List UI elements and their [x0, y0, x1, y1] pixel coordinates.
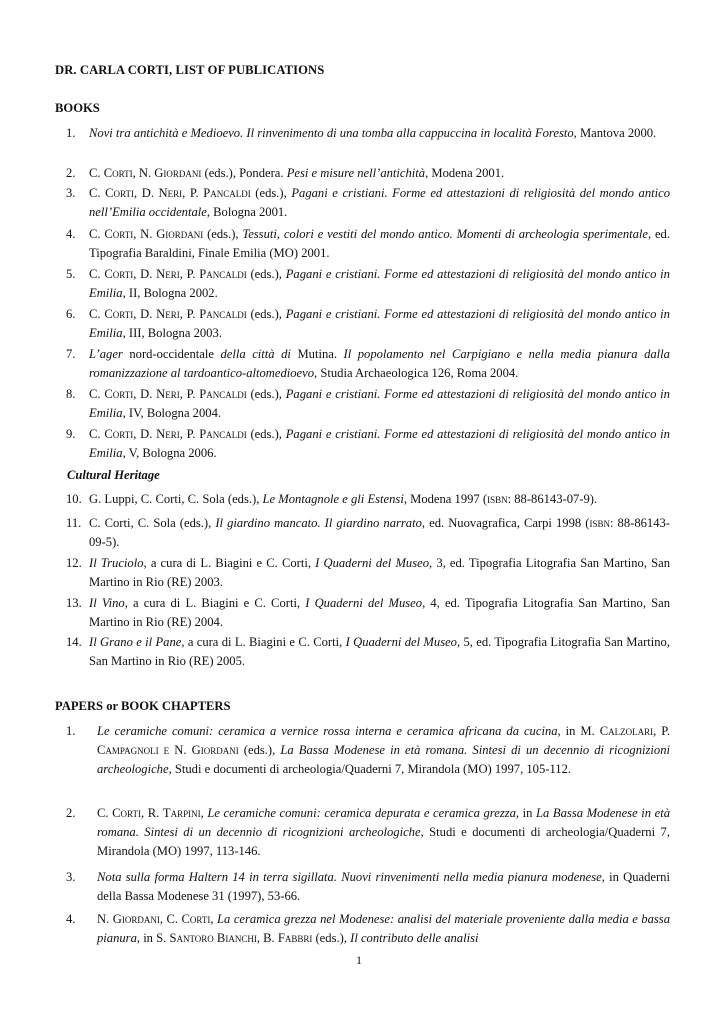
text-run: , IV, Bologna 2004. [122, 406, 222, 420]
text-run: , P. [179, 267, 200, 281]
item-text [97, 910, 670, 948]
item-number: 14. [66, 635, 82, 649]
italic-run: Le Montagnole e gli Estensi [262, 492, 404, 506]
item-text [89, 554, 670, 592]
text-run: , II, Bologna 2002. [122, 286, 218, 300]
author-name: Giordani [156, 227, 204, 241]
item-text [89, 184, 670, 222]
author-name: Corti [105, 186, 134, 200]
text-run: (eds.), Pondera. [201, 166, 287, 180]
italic-run: Le ceramiche comuni: ceramica a vernice rossa interna e ceramica africana da cucina [97, 724, 558, 738]
text-run: , P. [182, 186, 204, 200]
italic-run: I Quaderni del Museo [315, 556, 430, 570]
text-run: , [200, 806, 208, 820]
italic-run: Tessuti, colori e vestiti del mondo antico. Momenti di archeologia sperimentale [242, 227, 648, 241]
text-run: C. [97, 806, 113, 820]
italic-run: Il popolamento nel Carpigiano e nella media pianura dalla romanizzazione al tardoantico-altomedioevo [89, 347, 670, 380]
item-number: 3. [66, 186, 76, 200]
italic-run: I Quaderni del Museo [345, 635, 457, 649]
text-run: , Modena 2001. [425, 166, 505, 180]
text-run: (eds.), [246, 387, 286, 401]
text-run: , V, Bologna 2006. [122, 446, 217, 460]
item-text [89, 594, 670, 632]
item-text [97, 868, 670, 906]
item-number: 12. [66, 556, 82, 570]
italic-run: Il giardino mancato. Il giardino narrato [215, 516, 422, 530]
item-number: 1. [66, 724, 76, 738]
text-run: , P. [179, 427, 200, 441]
text-run: N. [169, 743, 192, 757]
text-run: , N. [133, 227, 157, 241]
text-run: (eds.), [238, 743, 281, 757]
author-name: Corti [104, 227, 134, 241]
italic-run: Novi tra antichità e Medioevo. Il rinvenimento di una tomba alla cappuccina in località Foresto [89, 126, 574, 140]
author-name: Pancaldi [199, 387, 247, 401]
text-run: Mutina. [290, 347, 344, 361]
italic-run: Pagani e cristiani. Forme ed attestazioni di religiosità del mondo antico in Emilia [89, 267, 670, 300]
text-run: , Bologna 2001. [206, 205, 288, 219]
item-number: 2. [66, 806, 76, 820]
item-number: 10. [66, 492, 82, 506]
text-run: C. [89, 307, 105, 321]
text-run: C. [89, 186, 106, 200]
text-run: , Mantova 2000. [573, 126, 657, 140]
text-run: C. [89, 427, 105, 441]
text-run: C. Corti, C. Sola (eds.), [89, 516, 216, 530]
text-run: , [210, 912, 218, 926]
text-run: , D. [134, 186, 159, 200]
item-text [89, 265, 670, 303]
text-run: , ed. Nuovagrafica, Carpi 1998 ( [421, 516, 590, 530]
text-run: : 88-86143-09-5). [89, 516, 670, 549]
author-name: Giordani [191, 743, 239, 757]
text-run: , a cura di L. Biagini e C. Corti, [181, 635, 346, 649]
author-name: Neri [156, 427, 180, 441]
item-number: 4. [66, 227, 76, 241]
text-run: C. [89, 387, 105, 401]
item-number: 1. [66, 126, 76, 140]
italic-run: Il Vino [89, 596, 125, 610]
item-text [89, 490, 670, 509]
author-name: Tarpini [162, 806, 201, 820]
item-number: 11. [66, 516, 82, 530]
italic-run: Il Truciolo [89, 556, 144, 570]
text-run: (eds.), [312, 931, 351, 945]
italic-run: La Bassa Modenese in età romana. Sintesi di un decennio di ricognizioni archeologiche [97, 743, 670, 776]
italic-run: Pagani e cristiani. Forme ed attestazioni di religiosità del mondo antico in Emilia [89, 307, 670, 340]
subsection-heading-cultural-heritage: Cultural Heritage [67, 468, 160, 482]
item-number: 8. [66, 387, 76, 401]
item-number: 7. [66, 347, 76, 361]
item-text [89, 345, 670, 383]
author-name: Corti [104, 307, 134, 321]
italic-run: Nota sulla forma Haltern 14 in terra sigillata. Nuovi rinvenimenti nella media pianura modenese [97, 870, 602, 884]
italic-run: Pesi e misure nell’antichità [286, 166, 426, 180]
author-name: Neri [156, 267, 180, 281]
item-text [89, 225, 670, 263]
author-name: Corti [103, 166, 133, 180]
item-number: 4. [66, 912, 76, 926]
text-run: , ed. Tipografia Baraldini, Finale Emilia (MO) 2001. [89, 227, 670, 260]
author-name: Pancaldi [203, 186, 251, 200]
text-run: , D. [133, 427, 157, 441]
section-heading-books: BOOKS [55, 101, 100, 115]
italic-run: Il Grano e il Pane [89, 635, 182, 649]
text-run: , Modena 1997 ( [403, 492, 488, 506]
item-number: 9. [66, 427, 76, 441]
italic-run: della città di [220, 347, 291, 361]
text-run: , Studi e documenti di archeologia/Quaderni 7, Mirandola (MO) 1997, 113-146. [97, 825, 670, 858]
italic-run: Pagani e cristiani. Forme ed attestazioni di religiosità del mondo antico in Emilia [89, 427, 670, 460]
text-run: , in [515, 806, 537, 820]
text-run: , a cura di L. Biagini e C. Corti, [124, 596, 306, 610]
item-text [89, 164, 670, 183]
italic-run: La Bassa Modenese in età romana. Sintesi di un decennio di ricognizioni archeologiche [97, 806, 671, 839]
author-name: isbn [487, 492, 508, 506]
item-text [89, 514, 670, 552]
item-text [97, 722, 670, 779]
text-run: , Studi e documenti di archeologia/Quaderni 7, Mirandola (MO) 1997, 105-112. [168, 762, 572, 776]
item-text [89, 305, 670, 343]
author-name: Neri [158, 186, 183, 200]
item-number: 2. [66, 166, 76, 180]
item-number: 13. [66, 596, 82, 610]
text-run: , P. [179, 387, 200, 401]
item-text [89, 633, 670, 671]
text-run: (eds.), [203, 227, 243, 241]
text-run: C. [89, 227, 105, 241]
text-run: , in M. [557, 724, 600, 738]
text-run: , D. [133, 387, 157, 401]
document-title: DR. CARLA CORTI, LIST OF PUBLICATIONS [55, 63, 325, 77]
author-name: Corti [104, 387, 134, 401]
item-text [89, 385, 670, 423]
author-name: Corti [181, 912, 211, 926]
italic-run: La ceramica grezza nel Modenese: analisi del materiale proveniente dalla media e bassa pianura [97, 912, 670, 945]
italic-run: Pagani e cristiani. Forme ed attestazioni di religiosità del mondo antico in Emilia [89, 387, 670, 420]
author-name: Pancaldi [199, 427, 247, 441]
text-run: , III, Bologna 2003. [122, 326, 222, 340]
author-name: isbn [589, 516, 610, 530]
text-run: N. [97, 912, 113, 926]
text-run: (eds.), [246, 307, 286, 321]
italic-run: L’ager [89, 347, 123, 361]
author-name: Pancaldi [199, 267, 247, 281]
text-run: , N. [132, 166, 155, 180]
text-run: , in S. [136, 931, 170, 945]
text-run: (eds.), [246, 427, 286, 441]
text-run: , a cura di L. Biagini e C. Corti, [143, 556, 316, 570]
item-number: 5. [66, 267, 76, 281]
text-run: , C. [159, 912, 182, 926]
text-run: , R. [141, 806, 163, 820]
author-name: Santoro Bianchi [169, 931, 257, 945]
item-text [89, 425, 670, 463]
text-run: , in Quaderni della Bassa Modenese 31 (1997), 53-66. [97, 870, 670, 903]
author-name: Neri [156, 307, 180, 321]
author-name: Giordani [112, 912, 160, 926]
text-run: (eds.), [250, 186, 292, 200]
text-run: , D. [133, 267, 157, 281]
italic-run: Pagani e cristiani. Forme ed attestazioni di religiosità del mondo antico nell’Emilia occidentale [89, 186, 670, 219]
text-run: C. [89, 166, 104, 180]
item-number: 3. [66, 870, 76, 884]
text-run: , 3, ed. Tipografia Litografia San Martino, San Martino in Rio (RE) 2003. [89, 556, 671, 589]
text-run: (eds.), [246, 267, 286, 281]
author-name: Calzolari [599, 724, 654, 738]
author-name: Campagnoli e [97, 743, 170, 757]
text-run: , 5, ed. Tipografia Litografia San Martino, San Martino in Rio (RE) 2005. [89, 635, 671, 668]
section-heading-papers: PAPERS or BOOK CHAPTERS [55, 699, 231, 713]
item-text [97, 804, 670, 861]
text-run: , 4, ed. Tipografia Litografia San Martino, San Martino in Rio (RE) 2004. [89, 596, 671, 629]
text-run: : 88-86143-07-9). [507, 492, 598, 506]
text-run: nord-occidentale [122, 347, 221, 361]
text-run: G. Luppi, C. Corti, C. Sola (eds.), [89, 492, 263, 506]
author-name: Corti [104, 267, 134, 281]
text-run: , D. [133, 307, 157, 321]
author-name: Corti [104, 427, 134, 441]
author-name: Pancaldi [199, 307, 247, 321]
page-number: 1 [356, 953, 362, 967]
text-run: , P. [653, 724, 670, 738]
text-run: , Studia Archaeologica 126, Roma 2004. [314, 366, 519, 380]
author-name: Corti [112, 806, 141, 820]
text-run: C. [89, 267, 105, 281]
author-name: Neri [156, 387, 180, 401]
text-run: , B. [256, 931, 278, 945]
author-name: Giordani [154, 166, 202, 180]
author-name: Fabbri [277, 931, 313, 945]
text-run: , P. [179, 307, 200, 321]
italic-run: Il contributo delle analisi [350, 931, 479, 945]
item-number: 6. [66, 307, 76, 321]
italic-run: Le ceramiche comuni: ceramica depurata e ceramica grezza [207, 806, 516, 820]
item-text [89, 124, 670, 143]
italic-run: I Quaderni del Museo [305, 596, 423, 610]
